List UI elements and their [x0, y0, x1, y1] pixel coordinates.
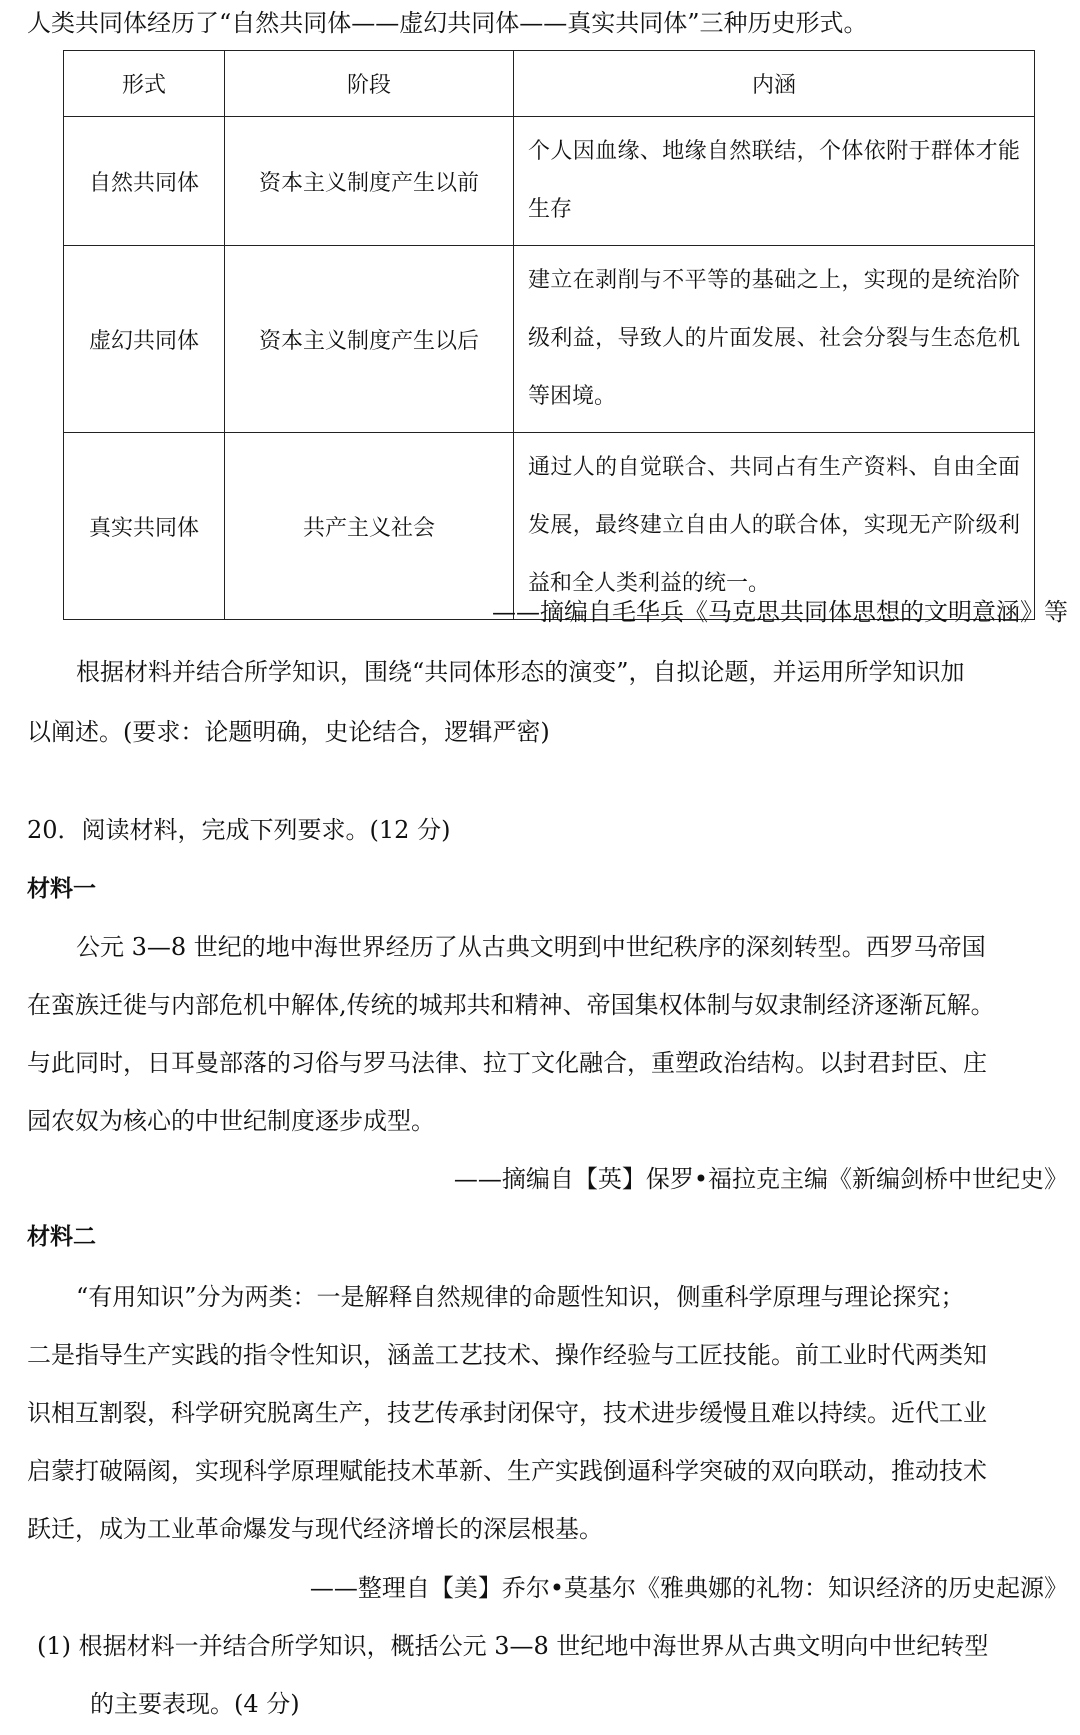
- question-line: 的主要表现。(4 分): [90, 1690, 300, 1718]
- cell-stage: 资本主义制度产生以前: [225, 117, 514, 246]
- source-citation: ——摘编自【英】保罗•福拉克主编《新编剑桥中世纪史》: [453, 1165, 1068, 1193]
- cell-content: 建立在剥削与不平等的基础之上，实现的是统治阶级利益，导致人的片面发展、社会分裂与生态危机等困境。: [514, 246, 1035, 433]
- cell-form: 虚幻共同体: [64, 246, 225, 433]
- source-citation: ——摘编自毛华兵《马克思共同体思想的文明意涵》等: [492, 598, 1068, 626]
- task-line: 根据材料并结合所学知识，围绕“共同体形态的演变”，自拟论题，并运用所学知识加: [76, 658, 965, 686]
- paragraph-line: 园农奴为核心的中世纪制度逐步成型。: [27, 1107, 435, 1135]
- cell-content: 个人因血缘、地缘自然联结，个体依附于群体才能生存: [514, 117, 1035, 246]
- paragraph-line: 公元 3—8 世纪的地中海世界经历了从古典文明到中世纪秩序的深刻转型。西罗马帝国: [76, 933, 986, 961]
- paragraph-line: 在蛮族迁徙与内部危机中解体,传统的城邦共和精神、帝国集权体制与奴隶制经济逐渐瓦解。: [27, 991, 995, 1019]
- cell-stage: 资本主义制度产生以后: [225, 246, 514, 433]
- table-row: [64, 433, 1035, 620]
- paragraph-line: 启蒙打破隔阂，实现科学原理赋能技术革新、生产实践倒逼科学突破的双向联动，推动技术: [27, 1457, 987, 1485]
- paragraph-line: 跃迁，成为工业革命爆发与现代经济增长的深层根基。: [27, 1515, 603, 1543]
- header-stage: 阶段: [225, 51, 514, 117]
- paragraph-line: 识相互割裂，科学研究脱离生产，技艺传承封闭保守，技术进步缓慢且难以持续。近代工业: [27, 1399, 987, 1427]
- community-forms-table: [63, 50, 1035, 620]
- paragraph-line: 与此同时，日耳曼部落的习俗与罗马法律、拉丁文化融合，重塑政治结构。以封君封臣、庄: [27, 1049, 987, 1077]
- material-heading: 材料二: [27, 1224, 96, 1250]
- table-row: [64, 117, 1035, 246]
- cell-stage: 共产主义社会: [225, 433, 514, 620]
- table-row: [64, 246, 1035, 433]
- header-form: 形式: [64, 51, 225, 117]
- cell-form: 真实共同体: [64, 433, 225, 620]
- intro-text: 人类共同体经历了“自然共同体——虚幻共同体——真实共同体”三种历史形式。: [27, 9, 868, 37]
- cell-content: 通过人的自觉联合、共同占有生产资料、自由全面发展，最终建立自由人的联合体，实现无产阶级利益和全人类利益的统一。: [514, 433, 1035, 620]
- source-citation: ——整理自【美】乔尔•莫基尔《雅典娜的礼物：知识经济的历史起源》: [309, 1574, 1068, 1602]
- material-heading: 材料一: [27, 876, 96, 902]
- task-line: 以阐述。(要求：论题明确，史论结合，逻辑严密): [27, 718, 550, 746]
- header-content: 内涵: [514, 51, 1035, 117]
- paragraph-line: 二是指导生产实践的指令性知识，涵盖工艺技术、操作经验与工匠技能。前工业时代两类知: [27, 1341, 987, 1369]
- question-line: (1) 根据材料一并结合所学知识，概括公元 3—8 世纪地中海世界从古典文明向中世纪转型: [37, 1632, 989, 1660]
- paragraph-line: “有用知识”分为两类：一是解释自然规律的命题性知识，侧重科学原理与理论探究；: [76, 1283, 965, 1311]
- cell-form: 自然共同体: [64, 117, 225, 246]
- question-title: 20．阅读材料，完成下列要求。(12 分): [27, 816, 451, 844]
- table-header-row: [64, 51, 1035, 117]
